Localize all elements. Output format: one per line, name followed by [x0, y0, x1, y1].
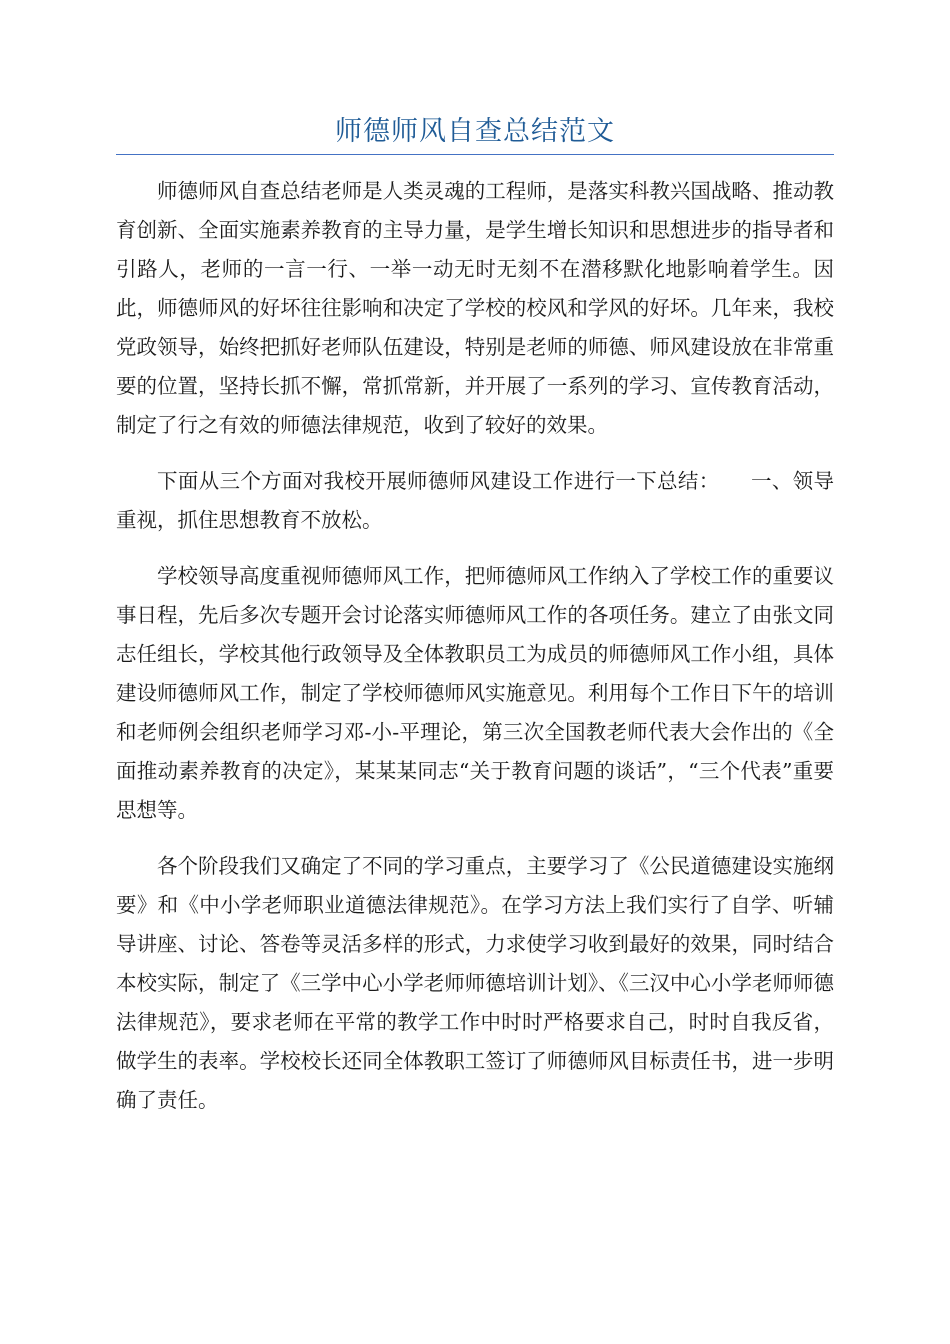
title-underline [116, 154, 834, 155]
paragraph-leadership: 学校领导高度重视师德师风工作，把师德师风工作纳入了学校工作的重要议事日程，先后多次专题开会讨论落实师德师风工作的各项任务。建立了由张文同志任组长，学校其他行政领导及全体教职员工为成员的师德师风工作小组，具体建设师德师风工作，制定了学校师德师风实施意见。利用每个工作日下午的培训和老师例会组织老师学习邓-小-平理论，第三次全国教老师代表大会作出的《全面推动素养教育的决定》，某某某同志“关于教育问题的谈话”，“三个代表”重要思想等。 [116, 564, 834, 822]
document-body [116, 172, 834, 1137]
paragraph-study: 各个阶段我们又确定了不同的学习重点，主要学习了《公民道德建设实施纲要》和《中小学老师职业道德法律规范》。在学习方法上我们实行了自学、听辅导讲座、讨论、答卷等灵活多样的形式，力求使学习收到最好的效果，同时结合本校实际，制定了《三学中心小学老师师德培训计划》、《三汉中心小学老师师德法律规范》，要求老师在平常的教学工作中时时严格要求自己，时时自我反省，做学生的表率。学校校长还同全体教职工签订了师德师风目标责任书，进一步明确了责任。 [116, 854, 834, 1112]
paragraph-overview: 下面从三个方面对我校开展师德师风建设工作进行一下总结： 一、领导重视，抓住思想教育不放松。 [116, 469, 834, 532]
document-title: 师德师风自查总结范文 [335, 116, 615, 147]
paragraph-intro: 师德师风自查总结老师是人类灵魂的工程师，是落实科教兴国战略、推动教育创新、全面实施素养教育的主导力量，是学生增长知识和思想进步的指导者和引路人，老师的一言一行、一举一动无时无刻不在潜移默化地影响着学生。因此，师德师风的好坏往往影响和决定了学校的校风和学风的好坏。几年来，我校党政领导，始终把抓好老师队伍建设，特别是老师的师德、师风建设放在非常重要的位置，坚持长抓不懈，常抓常新，并开展了一系列的学习、宣传教育活动，制定了行之有效的师德法律规范，收到了较好的效果。 [116, 179, 834, 437]
